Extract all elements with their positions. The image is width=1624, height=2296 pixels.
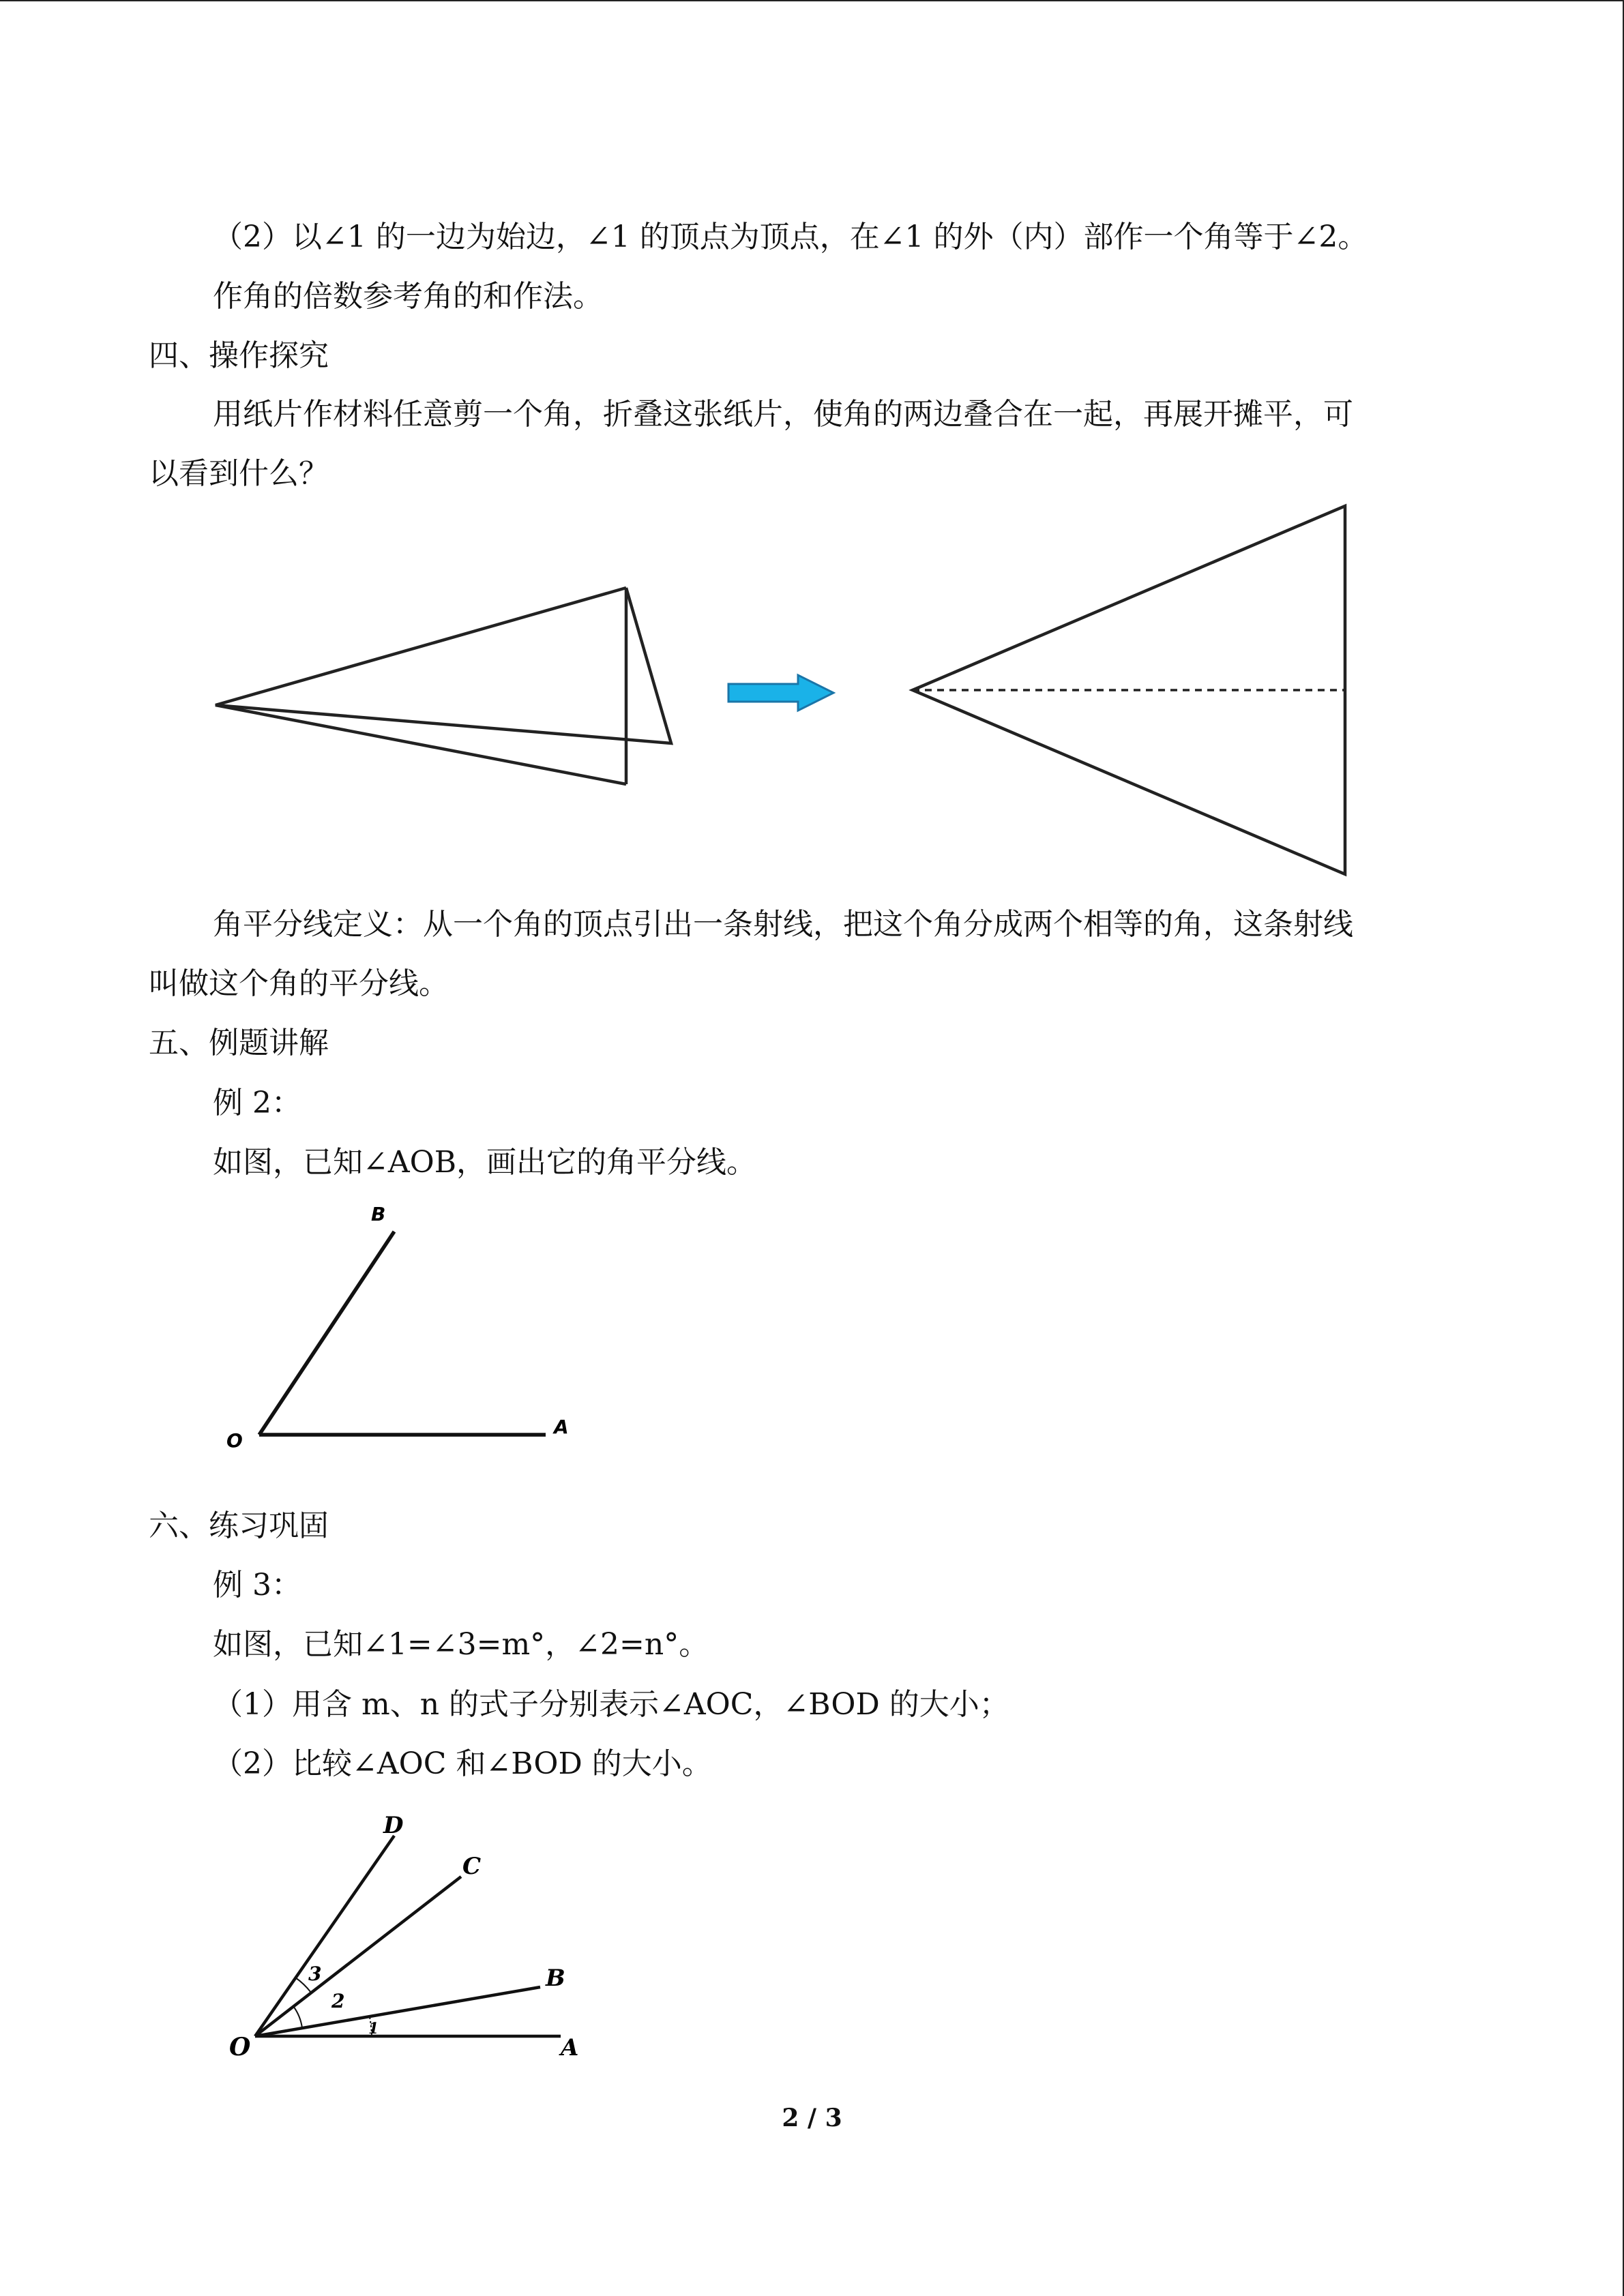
paragraph-step-2: （2）以∠1 的一边为始边，∠1 的顶点为顶点，在∠1 的外（内）部作一个角等于∠2。 — [213, 220, 1368, 254]
example-2-title: 例 2： — [213, 1086, 301, 1120]
label-o: O — [229, 2033, 251, 2061]
example-2-text: 如图，已知∠AOB，画出它的角平分线。 — [213, 1145, 757, 1180]
arc-angle-2 — [293, 2006, 302, 2028]
example-3-text: 如图，已知∠1=∠3=m°，∠2=n°。 — [213, 1627, 709, 1662]
section-heading-4: 四、操作探究 — [149, 338, 329, 373]
label-c: C — [462, 1853, 482, 1880]
angle-2-label: 2 — [331, 1990, 345, 2012]
paragraph-multiple-angle: 作角的倍数参考角的和作法。 — [213, 279, 603, 314]
folded-paper-front — [216, 588, 626, 784]
angle-3-label: 3 — [308, 1963, 322, 1985]
ray-od — [255, 1836, 394, 2036]
angle-1-label: 1 — [368, 2020, 379, 2038]
label-b: B — [546, 1965, 565, 1992]
page-number: 2 / 3 — [782, 2104, 842, 2132]
label-d: D — [383, 1812, 404, 1839]
ray-ob — [255, 1987, 540, 2036]
ray-oc — [255, 1877, 461, 2036]
label-a: A — [561, 2034, 579, 2061]
example-3-question-2: （2）比较∠AOC 和∠BOD 的大小。 — [213, 1746, 712, 1781]
folding-figure — [205, 498, 1364, 880]
label-b: B — [371, 1203, 386, 1225]
paragraph-bisector-def-2: 叫做这个角的平分线。 — [149, 966, 449, 1001]
section-heading-5: 五、例题讲解 — [149, 1026, 329, 1060]
paragraph-paper-fold-1: 用纸片作材料任意剪一个角，折叠这张纸片，使角的两边叠合在一起，再展开摊平，可 — [213, 397, 1353, 432]
angle-aob-figure — [218, 1193, 600, 1452]
paragraph-bisector-def-1: 角平分线定义：从一个角的顶点引出一条射线，把这个角分成两个相等的角，这条射线 — [213, 907, 1353, 942]
section-heading-6: 六、练习巩固 — [149, 1508, 329, 1543]
paragraph-paper-fold-2: 以看到什么？ — [149, 456, 329, 491]
folded-paper-back — [216, 588, 671, 743]
example-3-question-1: （1）用含 m、n 的式子分别表示∠AOC，∠BOD 的大小； — [213, 1687, 1009, 1722]
label-o: O — [226, 1429, 243, 1452]
label-a: A — [554, 1416, 569, 1438]
angle-rays-figure — [211, 1800, 621, 2073]
ray-ob — [259, 1232, 394, 1435]
example-3-title: 例 3： — [213, 1568, 301, 1602]
right-arrow-icon — [728, 675, 833, 711]
